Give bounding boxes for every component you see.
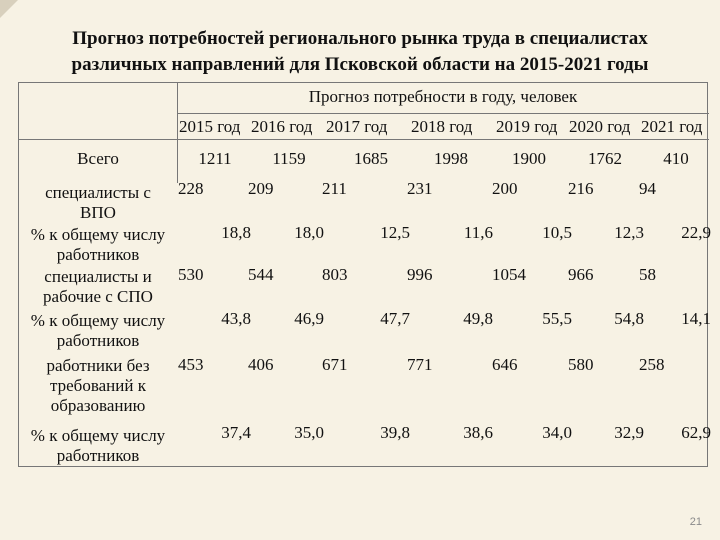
count-value: 406 xyxy=(248,355,274,374)
group-header: Прогноз потребности в году, человек xyxy=(308,87,578,106)
percent-value: 55,5 xyxy=(542,309,572,328)
year-header: 2019 год xyxy=(496,117,558,136)
percent-value: 10,5 xyxy=(542,223,572,242)
total-value: 1900 xyxy=(512,149,546,168)
row-label-line: % к общему числу xyxy=(30,426,166,445)
count-value: 231 xyxy=(407,179,433,198)
total-value: 410 xyxy=(663,149,689,168)
row-label-line: работники без xyxy=(46,356,150,375)
year-header: 2020 год xyxy=(569,117,631,136)
percent-value: 47,7 xyxy=(380,309,410,328)
count-value: 646 xyxy=(492,355,518,374)
year-header: 2015 год xyxy=(179,117,241,136)
count-value: 228 xyxy=(178,179,204,198)
count-value: 58 xyxy=(639,265,656,284)
percent-value: 54,8 xyxy=(614,309,644,328)
count-value: 200 xyxy=(492,179,518,198)
row-label-line: % к общему числу xyxy=(30,311,166,330)
total-value: 1998 xyxy=(434,149,468,168)
count-value: 258 xyxy=(639,355,665,374)
percent-value: 46,9 xyxy=(294,309,324,328)
percent-value: 18,0 xyxy=(294,223,324,242)
count-value: 94 xyxy=(639,179,656,198)
title-line-1: Прогноз потребностей регионального рынка труда в специалистах xyxy=(72,28,648,49)
count-value: 1054 xyxy=(492,265,526,284)
percent-value: 11,6 xyxy=(463,223,493,242)
total-label: Всего xyxy=(77,149,119,168)
corner-decoration xyxy=(0,0,18,18)
row-label xyxy=(19,183,177,223)
percent-value: 38,6 xyxy=(463,423,493,442)
row-label-line: ВПО xyxy=(80,203,116,222)
total-value: 1762 xyxy=(588,149,622,168)
total-value: 1211 xyxy=(198,149,232,168)
slide-title xyxy=(20,26,700,78)
row-label xyxy=(19,356,177,416)
table-divider xyxy=(177,113,709,114)
percent-value: 37,4 xyxy=(221,423,251,442)
count-value: 453 xyxy=(178,355,204,374)
percent-value: 32,9 xyxy=(614,423,644,442)
title-line-2: различных направлений для Псковской области на 2015-2021 годы xyxy=(71,54,649,75)
row-label-line: % к общему числу xyxy=(30,225,166,244)
row-label-line: работников xyxy=(56,446,140,465)
total-value: 1159 xyxy=(272,149,306,168)
row-label xyxy=(19,267,177,307)
percent-value: 39,8 xyxy=(380,423,410,442)
percent-value: 12,5 xyxy=(380,223,410,242)
percent-value: 34,0 xyxy=(542,423,572,442)
total-value: 1685 xyxy=(354,149,388,168)
row-label-line: образованию xyxy=(50,396,146,415)
row-label xyxy=(19,225,177,265)
forecast-table xyxy=(18,82,711,467)
count-value: 209 xyxy=(248,179,274,198)
percent-value: 12,3 xyxy=(614,223,644,242)
count-value: 966 xyxy=(568,265,594,284)
row-label-line: работников xyxy=(56,331,140,350)
percent-value: 62,9 xyxy=(681,423,711,442)
percent-value: 43,8 xyxy=(221,309,251,328)
row-label xyxy=(19,426,177,466)
page-number: 21 xyxy=(689,516,702,528)
row-label-line: специалисты с xyxy=(45,183,151,202)
count-value: 771 xyxy=(407,355,433,374)
count-value: 671 xyxy=(322,355,348,374)
year-header: 2018 год xyxy=(411,117,473,136)
count-value: 544 xyxy=(248,265,274,284)
row-label-line: специалисты и xyxy=(44,267,152,286)
row-label xyxy=(19,311,177,351)
year-header: 2016 год xyxy=(251,117,313,136)
count-value: 996 xyxy=(407,265,433,284)
percent-value: 14,1 xyxy=(681,309,711,328)
count-value: 216 xyxy=(568,179,594,198)
percent-value: 35,0 xyxy=(294,423,324,442)
row-label-line: работников xyxy=(56,245,140,264)
year-header: 2021 год xyxy=(641,117,703,136)
table-divider xyxy=(19,139,709,140)
count-value: 530 xyxy=(178,265,204,284)
year-header: 2017 год xyxy=(326,117,388,136)
percent-value: 18,8 xyxy=(221,223,251,242)
row-label-line: рабочие с СПО xyxy=(43,287,153,306)
percent-value: 49,8 xyxy=(463,309,493,328)
percent-value: 22,9 xyxy=(681,223,711,242)
count-value: 580 xyxy=(568,355,594,374)
row-label-line: требований к xyxy=(50,376,146,395)
count-value: 211 xyxy=(322,179,347,198)
count-value: 803 xyxy=(322,265,348,284)
